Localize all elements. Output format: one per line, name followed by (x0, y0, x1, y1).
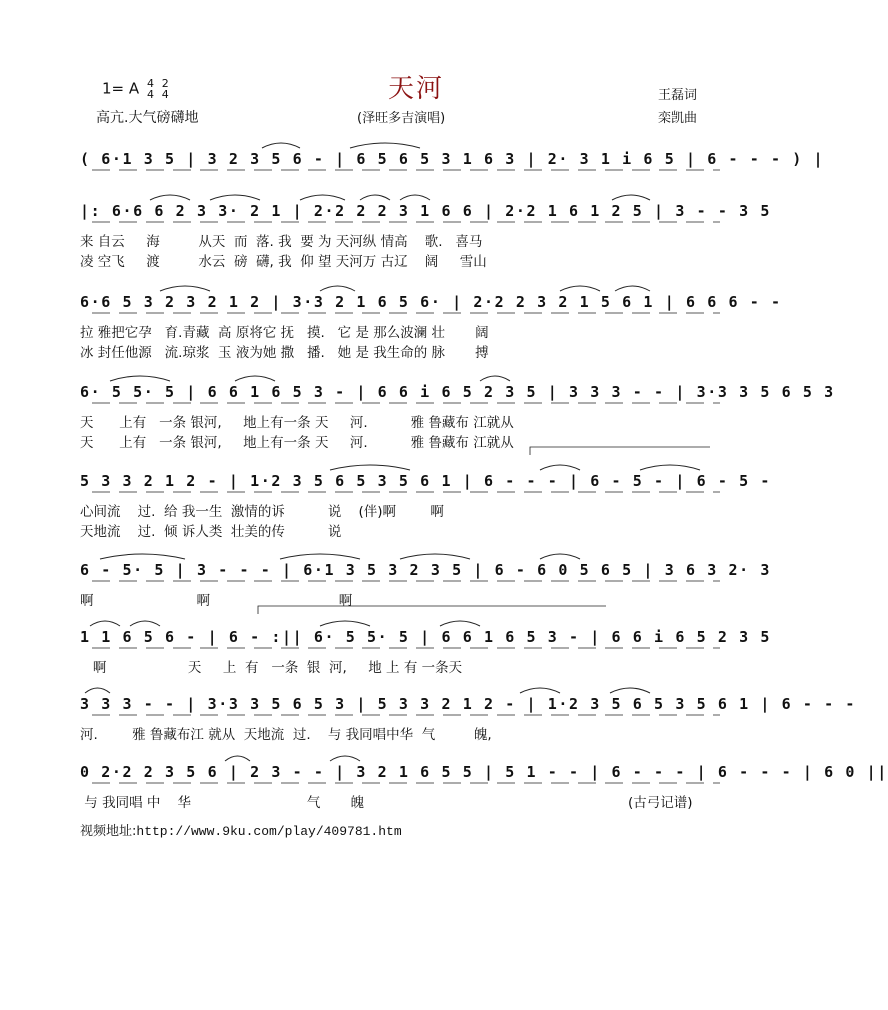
lyric-row-3a: 拉 雅把它孕 育.青藏 高 原将它 抚 摸. 它 是 那么波澜 壮 阔 (80, 325, 489, 341)
notation-row-3: 6·6 5 3 2 3 2 1 2 | 3·3 2 1 6 5 6· | 2·2 2 3 2 1 5 6 1 | 6 6 6 - - (80, 293, 782, 311)
slur-mark (400, 195, 430, 200)
key-label: 1= A (102, 79, 140, 98)
slur-mark (330, 465, 410, 470)
slur-mark (360, 195, 390, 200)
singer-credit: (泽旺多吉演唱) (357, 111, 446, 126)
notation-row-8: 3 3 3 - - | 3·3 3 5 6 5 3 | 5 3 3 2 1 2 - | 1·2 3 5 6 5 3 5 6 1 | 6 - - - (80, 695, 857, 713)
slur-mark (100, 554, 185, 559)
slur-mark (225, 756, 250, 761)
notation-row-2: |: 6·6 6 2 3 3· 2 1 | 2·2 2 2 3 1 6 6 | 2·2 1 6 1 2 5 | 3 - - 3 5 (80, 202, 771, 220)
slur-mark (160, 286, 210, 291)
slur-mark (262, 143, 300, 148)
slur-mark (540, 465, 580, 470)
lyric-row-5b: 天地流 过. 倾 诉人类 壮美的传 说 (80, 524, 342, 540)
slur-mark (330, 756, 360, 761)
slur-mark (320, 286, 355, 291)
song-title: 天河 (388, 74, 445, 104)
time-signature-1: 4 4 (146, 77, 154, 101)
lyric-row-5a: 心间流 过. 给 我一生 激情的诉 说 (伴)啊 啊 (80, 504, 444, 520)
notation-row-6: 6 - 5· 5 | 3 - - - | 6·1 3 5 3 2 3 5 | 6 - 6 0 5 6 5 | 3 6 3 2· 3 (80, 561, 771, 579)
notation-row-1: ( 6·1 3 5 | 3 2 3 5 6 - | 6 5 6 5 3 1 6 3 | 2· 3 1 i 6 5 | 6 - - - ) | (80, 150, 825, 168)
transcriber-credit: (古弓记谱) (628, 795, 693, 811)
video-url-link[interactable]: http://www.9ku.com/play/409781.htm (136, 824, 402, 839)
notation-row-5: 5 3 3 2 1 2 - | 1·2 3 5 6 5 3 5 6 1 | 6 - - - | 6 - 5 - | 6 - 5 - (80, 472, 771, 490)
slur-mark (90, 621, 120, 626)
lyric-row-8: 河. 雅 鲁藏布江 就从 天地流 过. 与 我同唱中华 气 魄, (80, 727, 492, 743)
time-signature-2: 2 4 (161, 77, 169, 101)
slur-mark (560, 286, 600, 291)
slur-mark (612, 195, 650, 200)
slur-mark (320, 621, 370, 626)
slur-mark (480, 376, 510, 381)
tempo-marking: 高亢.大气磅礴地 (96, 110, 199, 126)
slur-mark (610, 688, 650, 693)
lyric-row-6: 啊 啊 啊 (80, 593, 353, 609)
slur-mark (130, 621, 160, 626)
slur-mark (615, 286, 650, 291)
notation-row-7: 1 1 6 5 6 - | 6 - :|| 6· 5 5· 5 | 6 6 1 6 5 3 - | 6 6 i 6 5 2 3 5 (80, 628, 771, 646)
notation-row-4: 6· 5 5· 5 | 6 6 1 6 5 3 - | 6 6 i 6 5 2 3 5 | 3 3 3 - - | 3·3 3 5 6 5 3 (80, 383, 835, 401)
composer-credit: 栾凯曲 (658, 111, 698, 126)
slur-mark (520, 688, 560, 693)
slur-mark (540, 554, 580, 559)
slur-mark (150, 195, 190, 200)
lyric-row-4b: 天 上有 一条 银河, 地上有一条 天 河. 雅 鲁藏布 江就从 (80, 435, 514, 451)
lyric-row-3b: 冰 封任他源 流.琼浆 玉 液为她 撒 播. 她 是 我生命的 脉 搏 (80, 345, 489, 361)
slur-mark (350, 143, 420, 148)
video-url-line (80, 820, 402, 839)
notation-row-9: 0 2·2 2 3 5 6 | 2 3 - - | 3 2 1 6 5 5 | 5 1 - - | 6 - - - | 6 - - - | 6 0 || (80, 763, 888, 781)
lyricist-credit: 王磊词 (658, 88, 698, 103)
lyric-row-7: 啊 天 上 有 一条 银 河, 地 上 有 一条天 (80, 660, 463, 676)
lyric-row-9: 与 我同唱 中 华 气 魄 (80, 795, 364, 811)
slur-mark (85, 688, 110, 693)
slur-mark (300, 195, 345, 200)
video-url-label: 视频地址: (80, 824, 137, 839)
slur-mark (280, 554, 360, 559)
slur-mark (400, 554, 470, 559)
slur-mark (110, 376, 170, 381)
slur-mark (235, 376, 275, 381)
slur-mark (440, 621, 480, 626)
slur-mark (210, 195, 260, 200)
slur-mark (640, 465, 700, 470)
lyric-row-2b: 凌 空飞 渡 水云 磅 礴, 我 仰 望 天河万 古辽 阔 雪山 (80, 254, 487, 270)
lyric-row-2a: 来 自云 海 从天 而 落. 我 要 为 天河纵 情高 歌. 喜马 (80, 234, 483, 250)
lyric-row-4a: 天 上有 一条 银河, 地上有一条 天 河. 雅 鲁藏布 江就从 (80, 415, 514, 431)
